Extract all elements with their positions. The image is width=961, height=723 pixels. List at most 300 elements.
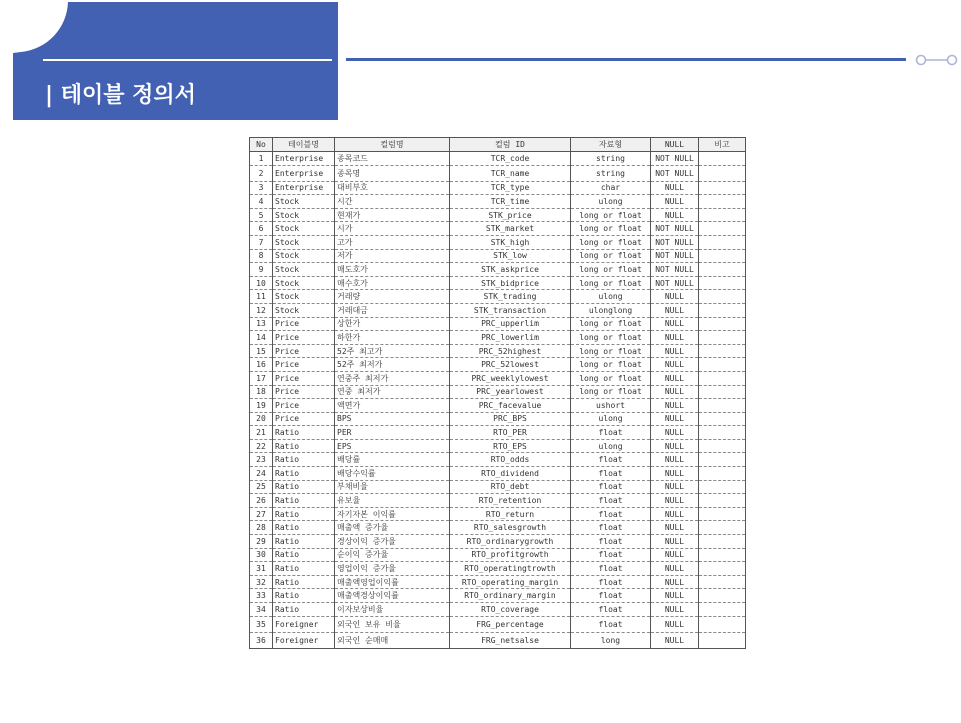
cell-remarks xyxy=(699,385,746,399)
cell-no: 11 xyxy=(250,290,273,304)
cell-column-id: FRG_percentage xyxy=(450,616,571,632)
cell-no: 28 xyxy=(250,521,273,535)
cell-column-name: 매출액경상이익률 xyxy=(335,589,450,603)
cell-column-id: RTO_return xyxy=(450,507,571,521)
cell-null: NOT NULL xyxy=(651,165,699,181)
cell-column-id: PRC_BPS xyxy=(450,412,571,426)
table-row xyxy=(250,575,746,589)
cell-table-name: Stock xyxy=(273,249,335,263)
cell-column-name: 영업이익 증가율 xyxy=(335,562,450,576)
table-row xyxy=(250,290,746,304)
title-banner xyxy=(13,2,338,120)
table-row xyxy=(250,426,746,440)
table-row xyxy=(250,181,746,195)
cell-data-type: long xyxy=(571,632,651,648)
cell-null: NULL xyxy=(651,562,699,576)
cell-column-id: RTO_operating_margin xyxy=(450,575,571,589)
cell-remarks xyxy=(699,263,746,277)
cell-null: NULL xyxy=(651,494,699,508)
table-row xyxy=(250,317,746,331)
cell-remarks xyxy=(699,165,746,181)
cell-remarks xyxy=(699,603,746,617)
cell-column-name: 연중 최저가 xyxy=(335,385,450,399)
cell-null: NULL xyxy=(651,412,699,426)
cell-remarks xyxy=(699,535,746,549)
cell-column-id: PRC_upperlim xyxy=(450,317,571,331)
cell-null: NOT NULL xyxy=(651,263,699,277)
cell-table-name: Foreigner xyxy=(273,632,335,648)
cell-null: NULL xyxy=(651,303,699,317)
cell-table-name: Ratio xyxy=(273,494,335,508)
cell-null: NULL xyxy=(651,181,699,195)
cell-data-type: long or float xyxy=(571,358,651,372)
cell-data-type: ulong xyxy=(571,412,651,426)
title-divider xyxy=(43,59,332,61)
cell-null: NULL xyxy=(651,344,699,358)
cell-remarks xyxy=(699,371,746,385)
cell-column-name: 종목코드 xyxy=(335,152,450,166)
table-row xyxy=(250,152,746,166)
cell-null: NULL xyxy=(651,575,699,589)
cell-no: 34 xyxy=(250,603,273,617)
header-table-name: 테이블명 xyxy=(273,138,335,152)
cell-column-name: 배당수익률 xyxy=(335,467,450,481)
cell-remarks xyxy=(699,575,746,589)
cell-remarks xyxy=(699,303,746,317)
cell-table-name: Ratio xyxy=(273,521,335,535)
table-row xyxy=(250,548,746,562)
cell-table-name: Ratio xyxy=(273,535,335,549)
cell-null: NULL xyxy=(651,195,699,209)
cell-column-name: BPS xyxy=(335,412,450,426)
table-row xyxy=(250,303,746,317)
cell-null: NULL xyxy=(651,507,699,521)
cell-data-type: ulong xyxy=(571,439,651,453)
cell-column-id: RTO_salesgrowth xyxy=(450,521,571,535)
table-row xyxy=(250,467,746,481)
table-row xyxy=(250,439,746,453)
cell-no: 10 xyxy=(250,276,273,290)
cell-table-name: Ratio xyxy=(273,426,335,440)
table-row xyxy=(250,358,746,372)
cell-column-name: PER xyxy=(335,426,450,440)
cell-column-id: RTO_dividend xyxy=(450,467,571,481)
cell-column-id: STK_low xyxy=(450,249,571,263)
cell-null: NULL xyxy=(651,535,699,549)
cell-remarks xyxy=(699,249,746,263)
cell-null: NOT NULL xyxy=(651,249,699,263)
cell-column-name: 외국인 보유 비율 xyxy=(335,616,450,632)
cell-column-name: 저가 xyxy=(335,249,450,263)
cell-column-name: 고가 xyxy=(335,235,450,249)
table-row xyxy=(250,535,746,549)
cell-remarks xyxy=(699,494,746,508)
cell-no: 29 xyxy=(250,535,273,549)
cell-column-name: 유보율 xyxy=(335,494,450,508)
cell-null: NULL xyxy=(651,426,699,440)
cell-table-name: Price xyxy=(273,371,335,385)
cell-table-name: Ratio xyxy=(273,480,335,494)
cell-remarks xyxy=(699,589,746,603)
cell-column-id: STK_price xyxy=(450,208,571,222)
cell-column-name: 부채비율 xyxy=(335,480,450,494)
header-data-type: 자료형 xyxy=(571,138,651,152)
cell-column-id: RTO_PER xyxy=(450,426,571,440)
cell-data-type: float xyxy=(571,453,651,467)
cell-no: 18 xyxy=(250,385,273,399)
cell-null: NULL xyxy=(651,589,699,603)
cell-data-type: string xyxy=(571,152,651,166)
table-row xyxy=(250,494,746,508)
cell-no: 30 xyxy=(250,548,273,562)
cell-column-name: 매도호가 xyxy=(335,263,450,277)
cell-remarks xyxy=(699,222,746,236)
cell-data-type: long or float xyxy=(571,208,651,222)
cell-data-type: float xyxy=(571,548,651,562)
table-row xyxy=(250,371,746,385)
cell-column-name: 경상이익 증가율 xyxy=(335,535,450,549)
cell-no: 27 xyxy=(250,507,273,521)
cell-column-id: STK_transaction xyxy=(450,303,571,317)
cell-data-type: long or float xyxy=(571,249,651,263)
cell-table-name: Stock xyxy=(273,235,335,249)
cell-null: NULL xyxy=(651,208,699,222)
cell-column-name: 종목명 xyxy=(335,165,450,181)
cell-table-name: Price xyxy=(273,317,335,331)
cell-remarks xyxy=(699,616,746,632)
cell-remarks xyxy=(699,331,746,345)
cell-remarks xyxy=(699,358,746,372)
table-row xyxy=(250,235,746,249)
cell-column-id: RTO_EPS xyxy=(450,439,571,453)
cell-column-name: 거래량 xyxy=(335,290,450,304)
cell-data-type: float xyxy=(571,603,651,617)
cell-table-name: Price xyxy=(273,412,335,426)
cell-table-name: Ratio xyxy=(273,562,335,576)
cell-column-name: 시가 xyxy=(335,222,450,236)
cell-null: NOT NULL xyxy=(651,152,699,166)
cell-no: 20 xyxy=(250,412,273,426)
cell-table-name: Ratio xyxy=(273,507,335,521)
cell-table-name: Stock xyxy=(273,195,335,209)
cell-data-type: long or float xyxy=(571,385,651,399)
cell-null: NULL xyxy=(651,290,699,304)
cell-table-name: Stock xyxy=(273,276,335,290)
header-rule xyxy=(346,58,906,61)
cell-column-name: 이자보상비율 xyxy=(335,603,450,617)
table-row xyxy=(250,165,746,181)
cell-column-name: 하한가 xyxy=(335,331,450,345)
cell-table-name: Price xyxy=(273,385,335,399)
definition-table xyxy=(249,137,746,649)
cell-no: 13 xyxy=(250,317,273,331)
cell-column-name: 거래대금 xyxy=(335,303,450,317)
table-row xyxy=(250,507,746,521)
cell-null: NULL xyxy=(651,480,699,494)
cell-column-name: 배당률 xyxy=(335,453,450,467)
cell-column-name: 연중주 최저가 xyxy=(335,371,450,385)
table-row xyxy=(250,222,746,236)
cell-null: NULL xyxy=(651,358,699,372)
cell-no: 31 xyxy=(250,562,273,576)
header-column-id: 컬럼 ID xyxy=(450,138,571,152)
cell-column-id: RTO_retention xyxy=(450,494,571,508)
cell-remarks xyxy=(699,548,746,562)
cell-column-name: 매출액영업이익률 xyxy=(335,575,450,589)
table-header-row xyxy=(250,138,746,152)
cell-data-type: float xyxy=(571,507,651,521)
cell-data-type: float xyxy=(571,480,651,494)
cell-table-name: Ratio xyxy=(273,453,335,467)
cell-table-name: Stock xyxy=(273,303,335,317)
header-no: No xyxy=(250,138,273,152)
cell-column-name: 매출액 증가율 xyxy=(335,521,450,535)
cell-column-name: 자기자본 이익률 xyxy=(335,507,450,521)
cell-no: 17 xyxy=(250,371,273,385)
cell-data-type: long or float xyxy=(571,371,651,385)
cell-remarks xyxy=(699,632,746,648)
cell-table-name: Stock xyxy=(273,222,335,236)
cell-remarks xyxy=(699,317,746,331)
cell-table-name: Enterprise xyxy=(273,165,335,181)
cell-null: NOT NULL xyxy=(651,276,699,290)
table-definition xyxy=(249,137,745,649)
table-row xyxy=(250,249,746,263)
cell-no: 7 xyxy=(250,235,273,249)
table-row xyxy=(250,399,746,413)
cell-null: NOT NULL xyxy=(651,235,699,249)
cell-no: 8 xyxy=(250,249,273,263)
cell-remarks xyxy=(699,453,746,467)
cell-data-type: long or float xyxy=(571,263,651,277)
cell-table-name: Price xyxy=(273,358,335,372)
cell-null: NULL xyxy=(651,371,699,385)
cell-column-id: TCR_time xyxy=(450,195,571,209)
cell-no: 9 xyxy=(250,263,273,277)
table-row xyxy=(250,385,746,399)
cell-column-id: RTO_ordinary_margin xyxy=(450,589,571,603)
cell-remarks xyxy=(699,521,746,535)
cell-column-id: STK_bidprice xyxy=(450,276,571,290)
cell-remarks xyxy=(699,412,746,426)
table-row xyxy=(250,603,746,617)
cell-table-name: Price xyxy=(273,344,335,358)
cell-table-name: Ratio xyxy=(273,589,335,603)
cell-column-name: 대비부호 xyxy=(335,181,450,195)
cell-remarks xyxy=(699,507,746,521)
cell-data-type: float xyxy=(571,535,651,549)
cell-null: NULL xyxy=(651,317,699,331)
header-column-name: 컬럼명 xyxy=(335,138,450,152)
table-row xyxy=(250,344,746,358)
cell-data-type: char xyxy=(571,181,651,195)
cell-table-name: Enterprise xyxy=(273,152,335,166)
cell-data-type: float xyxy=(571,426,651,440)
cell-data-type: long or float xyxy=(571,222,651,236)
cell-data-type: string xyxy=(571,165,651,181)
cell-data-type: float xyxy=(571,562,651,576)
cell-null: NULL xyxy=(651,385,699,399)
table-row xyxy=(250,276,746,290)
cell-column-id: TCR_code xyxy=(450,152,571,166)
cell-remarks xyxy=(699,344,746,358)
table-row xyxy=(250,331,746,345)
cell-column-id: RTO_profitgrowth xyxy=(450,548,571,562)
cell-column-name: 외국인 순매매 xyxy=(335,632,450,648)
cell-data-type: float xyxy=(571,521,651,535)
cell-column-id: RTO_debt xyxy=(450,480,571,494)
cell-no: 35 xyxy=(250,616,273,632)
cell-no: 12 xyxy=(250,303,273,317)
cell-column-id: PRC_52highest xyxy=(450,344,571,358)
cell-table-name: Ratio xyxy=(273,439,335,453)
cell-table-name: Ratio xyxy=(273,467,335,481)
cell-no: 15 xyxy=(250,344,273,358)
cell-column-name: 시간 xyxy=(335,195,450,209)
cell-data-type: ulong xyxy=(571,290,651,304)
cell-no: 36 xyxy=(250,632,273,648)
cell-null: NULL xyxy=(651,603,699,617)
cell-no: 5 xyxy=(250,208,273,222)
cell-column-id: RTO_ordinarygrowth xyxy=(450,535,571,549)
cell-data-type: long or float xyxy=(571,331,651,345)
cell-remarks xyxy=(699,426,746,440)
cell-column-id: RTO_odds xyxy=(450,453,571,467)
cell-remarks xyxy=(699,152,746,166)
table-row xyxy=(250,562,746,576)
cell-remarks xyxy=(699,208,746,222)
cell-column-id: PRC_weeklylowest xyxy=(450,371,571,385)
cell-column-id: FRG_netsalse xyxy=(450,632,571,648)
cell-column-id: RTO_operatingtrowth xyxy=(450,562,571,576)
cell-remarks xyxy=(699,181,746,195)
cell-column-id: TCR_name xyxy=(450,165,571,181)
cell-no: 25 xyxy=(250,480,273,494)
cell-null: NULL xyxy=(651,616,699,632)
cell-column-id: PRC_lowerlim xyxy=(450,331,571,345)
cell-data-type: ulong xyxy=(571,195,651,209)
cell-table-name: Ratio xyxy=(273,603,335,617)
cell-data-type: ulonglong xyxy=(571,303,651,317)
cell-column-id: RTO_coverage xyxy=(450,603,571,617)
cell-column-id: PRC_52lowest xyxy=(450,358,571,372)
cell-remarks xyxy=(699,480,746,494)
cell-column-name: 순이익 증가율 xyxy=(335,548,450,562)
cell-table-name: Stock xyxy=(273,263,335,277)
cell-table-name: Enterprise xyxy=(273,181,335,195)
cell-null: NULL xyxy=(651,399,699,413)
cell-table-name: Price xyxy=(273,331,335,345)
cell-null: NULL xyxy=(651,467,699,481)
cell-no: 26 xyxy=(250,494,273,508)
connector-nodes-icon xyxy=(906,50,961,70)
cell-table-name: Stock xyxy=(273,290,335,304)
table-row xyxy=(250,195,746,209)
cell-null: NOT NULL xyxy=(651,222,699,236)
cell-remarks xyxy=(699,235,746,249)
cell-column-name: 매수호가 xyxy=(335,276,450,290)
cell-data-type: float xyxy=(571,467,651,481)
cell-data-type: ushort xyxy=(571,399,651,413)
cell-table-name: Ratio xyxy=(273,548,335,562)
cell-column-id: STK_askprice xyxy=(450,263,571,277)
cell-null: NULL xyxy=(651,521,699,535)
table-row xyxy=(250,589,746,603)
table-row xyxy=(250,632,746,648)
cell-data-type: float xyxy=(571,589,651,603)
cell-data-type: long or float xyxy=(571,344,651,358)
cell-no: 16 xyxy=(250,358,273,372)
cell-no: 4 xyxy=(250,195,273,209)
cell-no: 32 xyxy=(250,575,273,589)
cell-data-type: long or float xyxy=(571,235,651,249)
cell-no: 22 xyxy=(250,439,273,453)
cell-no: 1 xyxy=(250,152,273,166)
cell-remarks xyxy=(699,290,746,304)
header-null: NULL xyxy=(651,138,699,152)
cell-no: 3 xyxy=(250,181,273,195)
cell-column-id: STK_market xyxy=(450,222,571,236)
table-row xyxy=(250,480,746,494)
cell-remarks xyxy=(699,399,746,413)
cell-column-id: PRC_yearlowest xyxy=(450,385,571,399)
cell-data-type: long or float xyxy=(571,317,651,331)
cell-remarks xyxy=(699,276,746,290)
cell-remarks xyxy=(699,439,746,453)
cell-table-name: Foreigner xyxy=(273,616,335,632)
corner-ornament-icon xyxy=(13,2,68,54)
cell-null: NULL xyxy=(651,632,699,648)
cell-no: 2 xyxy=(250,165,273,181)
cell-column-id: STK_high xyxy=(450,235,571,249)
cell-column-name: 52주 최고가 xyxy=(335,344,450,358)
cell-null: NULL xyxy=(651,453,699,467)
cell-column-name: 상한가 xyxy=(335,317,450,331)
cell-null: NULL xyxy=(651,331,699,345)
cell-data-type: float xyxy=(571,616,651,632)
cell-no: 21 xyxy=(250,426,273,440)
table-row xyxy=(250,453,746,467)
cell-column-name: 액면가 xyxy=(335,399,450,413)
cell-no: 23 xyxy=(250,453,273,467)
header-remarks: 비고 xyxy=(699,138,746,152)
cell-remarks xyxy=(699,195,746,209)
cell-remarks xyxy=(699,467,746,481)
cell-no: 33 xyxy=(250,589,273,603)
cell-no: 6 xyxy=(250,222,273,236)
cell-remarks xyxy=(699,562,746,576)
cell-no: 19 xyxy=(250,399,273,413)
table-row xyxy=(250,616,746,632)
page-title: | 테이블 정의서 xyxy=(45,83,196,108)
cell-table-name: Stock xyxy=(273,208,335,222)
table-row xyxy=(250,412,746,426)
cell-data-type: float xyxy=(571,575,651,589)
cell-table-name: Price xyxy=(273,399,335,413)
cell-column-id: PRC_facevalue xyxy=(450,399,571,413)
cell-data-type: float xyxy=(571,494,651,508)
cell-null: NULL xyxy=(651,439,699,453)
cell-no: 14 xyxy=(250,331,273,345)
table-row xyxy=(250,263,746,277)
cell-column-name: EPS xyxy=(335,439,450,453)
cell-no: 24 xyxy=(250,467,273,481)
table-row xyxy=(250,521,746,535)
cell-column-name: 52주 최저가 xyxy=(335,358,450,372)
cell-column-name: 현재가 xyxy=(335,208,450,222)
cell-data-type: long or float xyxy=(571,276,651,290)
cell-null: NULL xyxy=(651,548,699,562)
